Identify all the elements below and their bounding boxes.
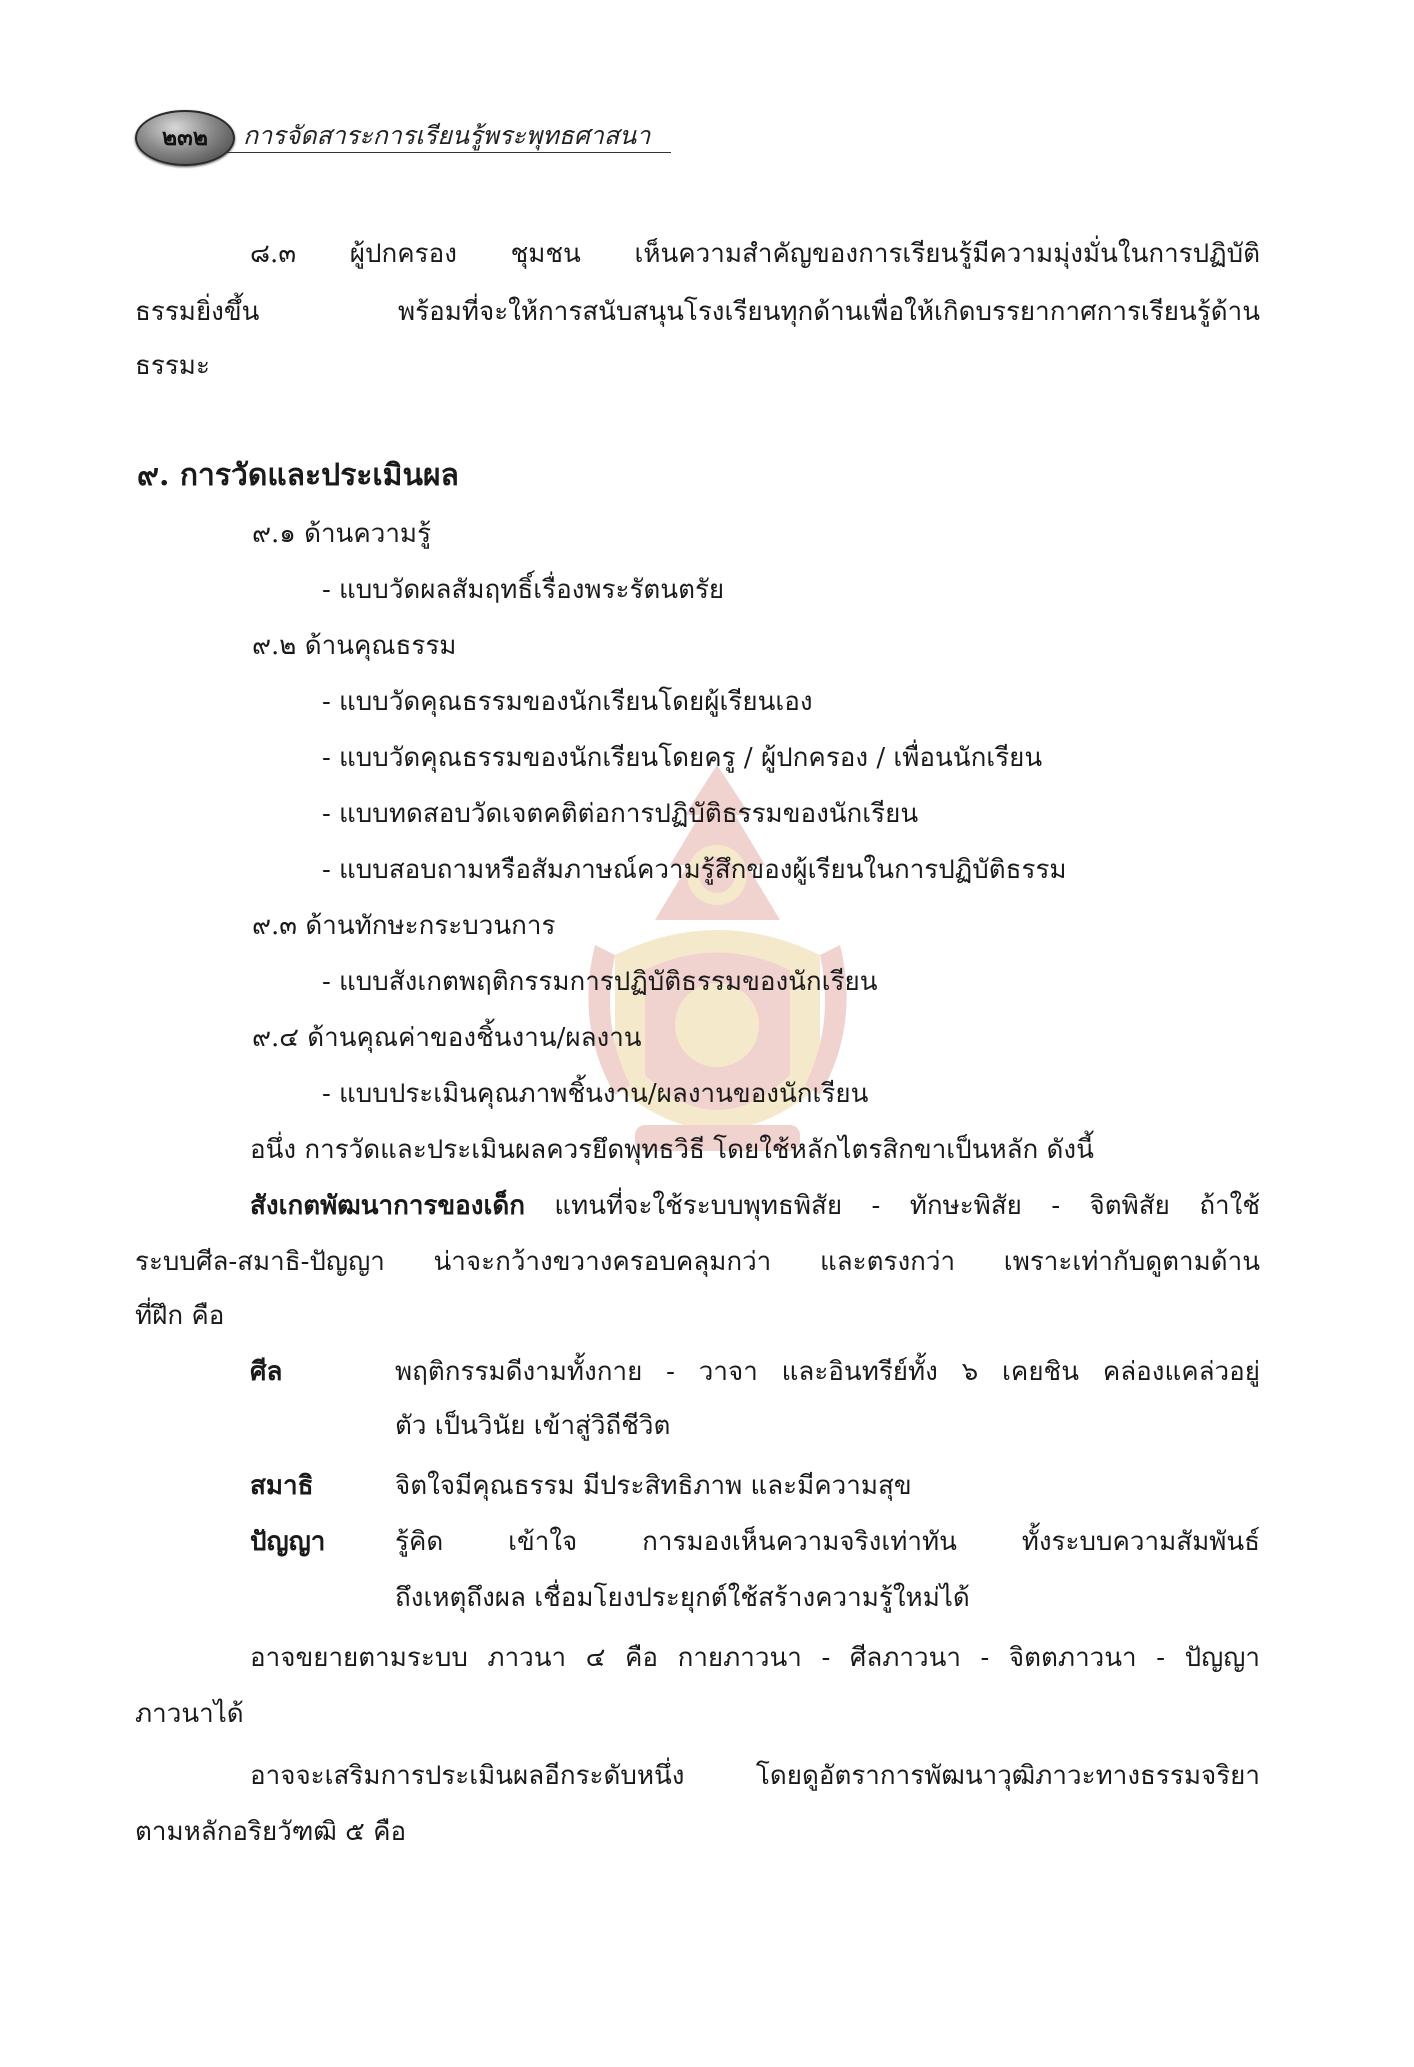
subsection-title: ๙.๑ ด้านความรู้ [252,519,432,549]
header-rule [227,152,671,153]
bhavana-line1: อาจขยายตามระบบ ภาวนา ๔ คือ กายภาวนา - ศีลภาวนา - จิตตภาวนา - ปัญญา [250,1643,1260,1673]
list-item: - แบบประเมินคุณภาพชิ้นงาน/ผลงานของนักเรียน [322,1079,869,1109]
definition-text: ถึงเหตุถึงผล เชื่อมโยงประยุกต์ใช้สร้างความรู้ใหม่ได้ [395,1583,970,1613]
list-item: - แบบวัดคุณธรรมของนักเรียนโดยผู้เรียนเอง [322,687,813,717]
definition-term: ศีล [250,1357,283,1387]
last-para-line1: อาจจะเสริมการประเมินผลอีกระดับหนึ่ง โดยดูอัตราการพัฒนาวุฒิภาวะทางธรรมจริยา [250,1761,1260,1791]
para-8-3-line2: ธรรมยิ่งขึ้น พร้อมที่จะให้การสนับสนุนโรงเรียนทุกด้านเพื่อให้เกิดบรรยากาศการเรียนรู้ด้าน [135,297,1260,327]
list-item: - แบบวัดผลสัมฤทธิ์เรื่องพระรัตนตรัย [322,575,725,605]
page-number-badge: ๒๓๒ [135,110,235,166]
para-8-3-line1: ๘.๓ ผู้ปกครอง ชุมชน เห็นความสำคัญของการเรียนรู้มีความมุ่งมั่นในการปฏิบัติ [250,239,1260,269]
note-line2: สังเกตพัฒนาการของเด็ก แทนที่จะใช้ระบบพุทธพิสัย - ทักษะพิสัย - จิตพิสัย ถ้าใช้ [250,1191,1260,1221]
section-heading: ๙. การวัดและประเมินผล [137,458,459,493]
bhavana-line2: ภาวนาได้ [135,1699,244,1729]
definition-text: รู้คิด เข้าใจ การมองเห็นความจริงเท่าทัน ทั้งระบบความสัมพันธ์ [395,1527,1260,1557]
definition-term: ปัญญา [250,1527,326,1557]
list-item: - แบบสังเกตพฤติกรรมการปฏิบัติธรรมของนักเรียน [322,967,878,997]
subsection-title: ๙.๔ ด้านคุณค่าของชิ้นงาน/ผลงาน [252,1023,642,1053]
note-line3: ระบบศีล-สมาธิ-ปัญญา น่าจะกว้างขวางครอบคลุมกว่า และตรงกว่า เพราะเท่ากับดูตามด้าน [135,1247,1260,1277]
subsection-title: ๙.๓ ด้านทักษะกระบวนการ [252,911,556,941]
definition-text: จิตใจมีคุณธรรม มีประสิทธิภาพ และมีความสุข [395,1471,912,1501]
running-header [135,102,675,172]
list-item: - แบบทดสอบวัดเจตคติต่อการปฏิบัติธรรมของนักเรียน [322,799,919,829]
running-title: การจัดสาระการเรียนรู้พระพุทธศาสนา [243,121,651,150]
para-8-3-line3: ธรรมะ [135,351,210,381]
definition-term: สมาธิ [250,1471,314,1501]
definition-text: พฤติกรรมดีงามทั้งกาย - วาจา และอินทรีย์ทั้ง ๖ เคยชิน คล่องแคล่วอยู่ [395,1357,1260,1387]
note-line1: อนึ่ง การวัดและประเมินผลควรยึดพุทธวิธี โดยใช้หลักไตรสิกขาเป็นหลัก ดังนี้ [250,1135,1094,1165]
note-line4: ที่ฝึก คือ [135,1301,225,1331]
last-para-line2: ตามหลักอริยวัฑฒิ ๕ คือ [135,1817,407,1847]
subsection-title: ๙.๒ ด้านคุณธรรม [252,631,457,661]
definition-text: ตัว เป็นวินัย เข้าสู่วิถีชีวิต [395,1411,671,1441]
list-item: - แบบวัดคุณธรรมของนักเรียนโดยครู / ผู้ปกครอง / เพื่อนนักเรียน [322,743,1043,773]
list-item: - แบบสอบถามหรือสัมภาษณ์ความรู้สึกของผู้เรียนในการปฏิบัติธรรม [322,855,1067,885]
